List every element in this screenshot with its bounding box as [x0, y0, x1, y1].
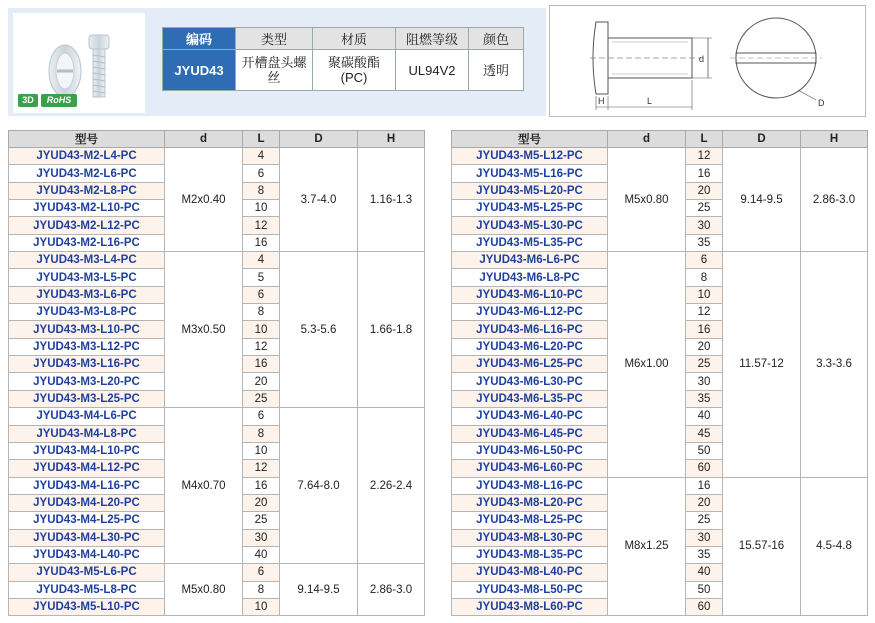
length-cell: 60	[686, 598, 723, 615]
col-big-d: D	[723, 131, 801, 148]
head-diameter-cell: 7.64-8.0	[280, 408, 358, 564]
model-cell: JYUD43-M6-L35-PC	[452, 390, 608, 407]
length-cell: 4	[243, 252, 280, 269]
col-h: H	[358, 131, 425, 148]
head-diameter-cell: 9.14-9.5	[723, 148, 801, 252]
length-cell: 8	[243, 425, 280, 442]
drawing-label-d: d	[699, 54, 705, 64]
table-row	[452, 477, 868, 494]
table-row	[9, 564, 425, 581]
length-cell: 8	[243, 304, 280, 321]
length-cell: 25	[243, 390, 280, 407]
spec-code: JYUD43	[163, 50, 236, 91]
length-cell: 20	[686, 182, 723, 199]
head-height-cell: 1.66-1.8	[358, 252, 425, 408]
model-cell: JYUD43-M4-L16-PC	[9, 477, 165, 494]
length-cell: 5	[243, 269, 280, 286]
head-diameter-cell: 15.57-16	[723, 477, 801, 616]
col-l: L	[243, 131, 280, 148]
length-cell: 50	[686, 442, 723, 459]
model-cell: JYUD43-M8-L20-PC	[452, 494, 608, 511]
head-height-cell: 2.26-2.4	[358, 408, 425, 564]
model-cell: JYUD43-M8-L40-PC	[452, 564, 608, 581]
model-cell: JYUD43-M2-L16-PC	[9, 234, 165, 251]
thread-cell: M6x1.00	[608, 252, 686, 477]
length-cell: 25	[686, 512, 723, 529]
3d-badge: 3D	[18, 94, 38, 107]
length-cell: 16	[686, 321, 723, 338]
model-cell: JYUD43-M5-L12-PC	[452, 148, 608, 165]
spec-header-code: 编码	[163, 28, 236, 50]
length-cell: 30	[686, 529, 723, 546]
model-cell: JYUD43-M3-L12-PC	[9, 338, 165, 355]
model-cell: JYUD43-M3-L20-PC	[9, 373, 165, 390]
model-cell: JYUD43-M4-L6-PC	[9, 408, 165, 425]
screw-drawing-icon	[550, 6, 865, 116]
spec-type: 开槽盘头螺丝	[236, 50, 313, 91]
model-cell: JYUD43-M4-L8-PC	[9, 425, 165, 442]
model-cell: JYUD43-M6-L8-PC	[452, 269, 608, 286]
length-cell: 6	[243, 286, 280, 303]
model-cell: JYUD43-M6-L40-PC	[452, 408, 608, 425]
model-cell: JYUD43-M3-L4-PC	[9, 252, 165, 269]
model-cell: JYUD43-M5-L10-PC	[9, 598, 165, 615]
spec-header-type: 类型	[236, 28, 313, 50]
length-cell: 12	[243, 460, 280, 477]
length-cell: 25	[686, 200, 723, 217]
rohs-badge: RoHS	[41, 94, 77, 107]
length-cell: 25	[686, 356, 723, 373]
model-cell: JYUD43-M5-L8-PC	[9, 581, 165, 598]
head-diameter-cell: 11.57-12	[723, 252, 801, 477]
thread-cell: M4x0.70	[165, 408, 243, 564]
table-row	[9, 148, 425, 165]
table-row	[9, 252, 425, 269]
model-cell: JYUD43-M4-L40-PC	[9, 546, 165, 563]
model-cell: JYUD43-M2-L4-PC	[9, 148, 165, 165]
right-spec-table	[451, 130, 868, 616]
length-cell: 4	[243, 148, 280, 165]
model-cell: JYUD43-M5-L6-PC	[9, 564, 165, 581]
length-cell: 6	[686, 252, 723, 269]
model-cell: JYUD43-M6-L10-PC	[452, 286, 608, 303]
length-cell: 35	[686, 234, 723, 251]
spec-header-material: 材质	[313, 28, 396, 50]
model-cell: JYUD43-M6-L50-PC	[452, 442, 608, 459]
thread-cell: M2x0.40	[165, 148, 243, 252]
model-cell: JYUD43-M8-L30-PC	[452, 529, 608, 546]
length-cell: 20	[243, 494, 280, 511]
head-diameter-cell: 3.7-4.0	[280, 148, 358, 252]
model-cell: JYUD43-M6-L6-PC	[452, 252, 608, 269]
length-cell: 8	[686, 269, 723, 286]
length-cell: 10	[243, 321, 280, 338]
thread-cell: M8x1.25	[608, 477, 686, 616]
model-cell: JYUD43-M4-L30-PC	[9, 529, 165, 546]
head-height-cell: 1.16-1.3	[358, 148, 425, 252]
model-cell: JYUD43-M6-L12-PC	[452, 304, 608, 321]
length-cell: 10	[243, 200, 280, 217]
length-cell: 10	[686, 286, 723, 303]
length-cell: 8	[243, 182, 280, 199]
model-cell: JYUD43-M6-L45-PC	[452, 425, 608, 442]
col-d: d	[165, 131, 243, 148]
model-cell: JYUD43-M3-L25-PC	[9, 390, 165, 407]
model-cell: JYUD43-M6-L16-PC	[452, 321, 608, 338]
head-height-cell: 4.5-4.8	[801, 477, 868, 616]
length-cell: 12	[243, 217, 280, 234]
model-cell: JYUD43-M3-L5-PC	[9, 269, 165, 286]
model-cell: JYUD43-M6-L20-PC	[452, 338, 608, 355]
length-cell: 16	[243, 356, 280, 373]
length-cell: 16	[243, 234, 280, 251]
model-cell: JYUD43-M8-L16-PC	[452, 477, 608, 494]
model-cell: JYUD43-M4-L25-PC	[9, 512, 165, 529]
length-cell: 40	[686, 408, 723, 425]
length-cell: 20	[686, 494, 723, 511]
thread-cell: M5x0.80	[165, 564, 243, 616]
length-cell: 20	[686, 338, 723, 355]
table-row	[452, 252, 868, 269]
model-cell: JYUD43-M4-L10-PC	[9, 442, 165, 459]
table-row	[9, 408, 425, 425]
model-cell: JYUD43-M2-L8-PC	[9, 182, 165, 199]
length-cell: 35	[686, 390, 723, 407]
model-cell: JYUD43-M8-L60-PC	[452, 598, 608, 615]
length-cell: 10	[243, 442, 280, 459]
model-cell: JYUD43-M8-L25-PC	[452, 512, 608, 529]
length-cell: 8	[243, 581, 280, 598]
length-cell: 30	[686, 373, 723, 390]
model-cell: JYUD43-M4-L20-PC	[9, 494, 165, 511]
model-cell: JYUD43-M3-L10-PC	[9, 321, 165, 338]
spec-color: 透明	[469, 50, 524, 91]
spec-flame: UL94V2	[396, 50, 469, 91]
length-cell: 40	[243, 546, 280, 563]
model-cell: JYUD43-M5-L16-PC	[452, 165, 608, 182]
col-h: H	[801, 131, 868, 148]
col-model: 型号	[452, 131, 608, 148]
head-diameter-cell: 9.14-9.5	[280, 564, 358, 616]
model-cell: JYUD43-M6-L25-PC	[452, 356, 608, 373]
model-cell: JYUD43-M8-L35-PC	[452, 546, 608, 563]
length-cell: 12	[686, 304, 723, 321]
model-cell: JYUD43-M8-L50-PC	[452, 581, 608, 598]
thread-cell: M5x0.80	[608, 148, 686, 252]
length-cell: 50	[686, 581, 723, 598]
head-height-cell: 2.86-3.0	[358, 564, 425, 616]
left-spec-table	[8, 130, 425, 616]
table-row	[452, 148, 868, 165]
length-cell: 35	[686, 546, 723, 563]
spec-header-color: 颜色	[469, 28, 524, 50]
head-height-cell: 2.86-3.0	[801, 148, 868, 252]
length-cell: 12	[686, 148, 723, 165]
length-cell: 25	[243, 512, 280, 529]
col-big-d: D	[280, 131, 358, 148]
length-cell: 30	[243, 529, 280, 546]
col-l: L	[686, 131, 723, 148]
model-cell: JYUD43-M6-L30-PC	[452, 373, 608, 390]
model-cell: JYUD43-M5-L35-PC	[452, 234, 608, 251]
head-diameter-cell: 5.3-5.6	[280, 252, 358, 408]
length-cell: 6	[243, 564, 280, 581]
spec-table	[162, 27, 524, 91]
spec-material: 聚碳酸酯(PC)	[313, 50, 396, 91]
length-cell: 10	[243, 598, 280, 615]
length-cell: 45	[686, 425, 723, 442]
model-cell: JYUD43-M2-L6-PC	[9, 165, 165, 182]
drawing-label-big-d: D	[818, 98, 825, 108]
drawing-label-l: L	[647, 96, 653, 106]
length-cell: 12	[243, 338, 280, 355]
drawing-label-h: H	[598, 96, 605, 106]
length-cell: 30	[686, 217, 723, 234]
col-model: 型号	[9, 131, 165, 148]
model-cell: JYUD43-M2-L10-PC	[9, 200, 165, 217]
model-cell: JYUD43-M3-L16-PC	[9, 356, 165, 373]
length-cell: 6	[243, 408, 280, 425]
col-d: d	[608, 131, 686, 148]
length-cell: 16	[686, 165, 723, 182]
length-cell: 16	[686, 477, 723, 494]
model-cell: JYUD43-M3-L6-PC	[9, 286, 165, 303]
length-cell: 60	[686, 460, 723, 477]
model-cell: JYUD43-M5-L30-PC	[452, 217, 608, 234]
technical-drawing	[549, 5, 866, 117]
spec-header-flame: 阻燃等级	[396, 28, 469, 50]
thread-cell: M3x0.50	[165, 252, 243, 408]
model-cell: JYUD43-M5-L20-PC	[452, 182, 608, 199]
head-height-cell: 3.3-3.6	[801, 252, 868, 477]
length-cell: 6	[243, 165, 280, 182]
length-cell: 20	[243, 373, 280, 390]
model-cell: JYUD43-M5-L25-PC	[452, 200, 608, 217]
model-cell: JYUD43-M6-L60-PC	[452, 460, 608, 477]
length-cell: 40	[686, 564, 723, 581]
model-cell: JYUD43-M4-L12-PC	[9, 460, 165, 477]
length-cell: 16	[243, 477, 280, 494]
model-cell: JYUD43-M2-L12-PC	[9, 217, 165, 234]
model-cell: JYUD43-M3-L8-PC	[9, 304, 165, 321]
